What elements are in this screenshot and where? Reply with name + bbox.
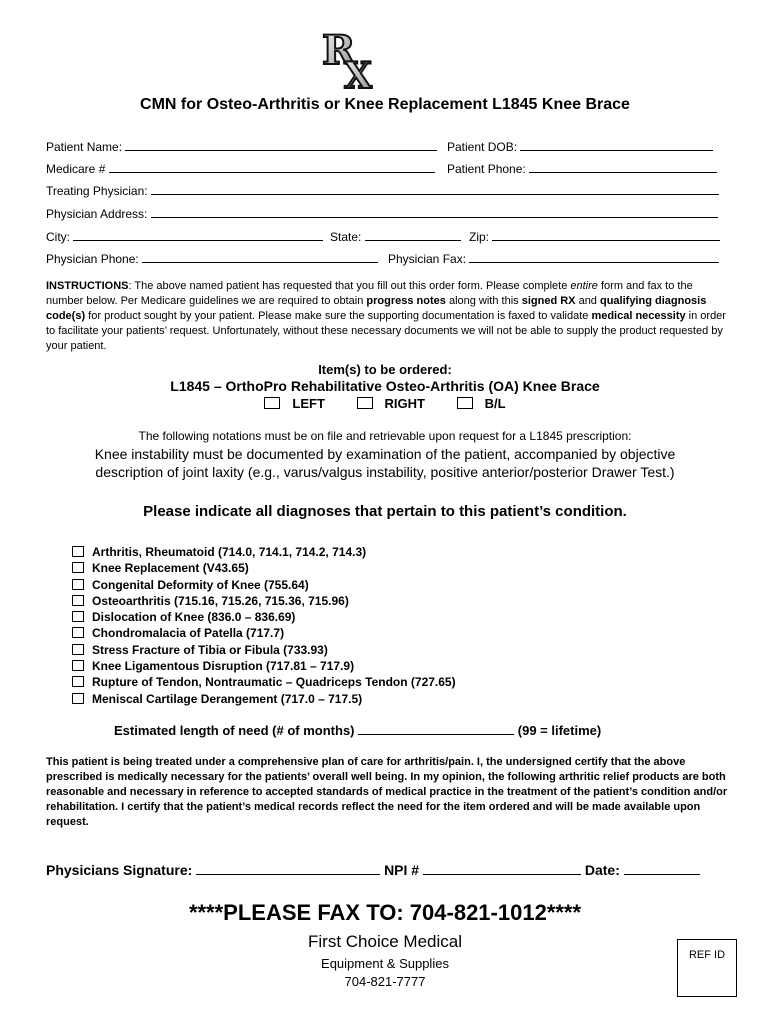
diagnosis-label: Congenital Deformity of Knee (755.64) [92,577,309,592]
length-of-need-field[interactable] [358,722,514,735]
instructions-entire: entire [570,280,598,292]
medicare-label: Medicare # [46,162,106,176]
medicare-row [46,161,435,176]
rx-logo [318,26,386,90]
diagnosis-checkbox[interactable] [72,676,84,687]
diagnosis-checkbox[interactable] [72,595,84,606]
instructions-label: INSTRUCTIONS [46,280,129,292]
diagnosis-item[interactable] [72,658,456,674]
state-row [330,229,461,244]
diagnosis-label: Arthritis, Rheumatoid (714.0, 714.1, 714.2, 714.3) [92,545,367,559]
diagnosis-checkbox[interactable] [72,627,84,638]
patient-phone-label: Patient Phone: [447,162,526,176]
city-row [46,229,323,244]
instructions-text-5: for product sought by your patient. Please make sure the supporting documentation is faxed to validate [85,310,592,322]
diagnosis-item[interactable] [72,577,456,593]
diagnosis-checkbox[interactable] [72,562,84,573]
diagnosis-item[interactable] [72,560,456,576]
side-option-bilateral[interactable] [457,396,506,411]
instructions-text-6: in order to facilitate your patients’ request. Unfortunately, without these necessary documents we will not be able to supply the product requested by your patient. [46,310,726,352]
svg-text:R: R [322,27,356,74]
diagnosis-label: Rupture of Tendon, Nontraumatic – Quadriceps Tendon (727.65) [92,675,456,690]
diagnosis-checkbox[interactable] [72,546,84,557]
instructions-medical-necessity: medical necessity [591,310,686,322]
company-phone: 704-821-7777 [344,974,426,989]
patient-phone-row [447,161,717,176]
checkbox-left[interactable] [264,397,280,409]
physician-fax-row [388,251,719,266]
treating-physician-row [46,183,719,198]
notations-requirements [0,445,770,481]
signature-label: Physicians Signature: [46,862,193,878]
diagnosis-item[interactable] [72,691,456,707]
instructions-text-2: form and fax to the number below. Per Medicare guidelines we are required to obtain [46,280,693,307]
diagnosis-checkbox[interactable] [72,611,84,622]
patient-name-field[interactable] [125,139,437,151]
notations-intro: The following notations must be on file and retrievable upon request for a L1845 prescription: [138,429,632,443]
state-field[interactable] [365,229,461,241]
instructions-paragraph [46,279,726,354]
side-label-right: RIGHT [384,396,425,411]
physician-address-field[interactable] [151,206,718,218]
checkbox-right[interactable] [357,397,373,409]
diagnoses-heading: Please indicate all diagnoses that pertain to this patient’s condition. [143,503,627,520]
physician-phone-field[interactable] [142,251,378,263]
zip-row [469,229,720,244]
patient-name-row [46,139,437,154]
side-options [0,396,770,411]
physician-address-row [46,206,718,221]
diagnosis-item[interactable] [72,609,456,625]
medicare-field[interactable] [109,161,435,173]
npi-label: NPI # [384,862,420,878]
physician-phone-row [46,251,378,266]
side-label-bilateral: B/L [484,396,506,411]
diagnosis-item[interactable] [72,544,456,560]
side-option-right[interactable] [357,396,425,411]
diagnosis-item[interactable] [72,625,456,641]
instructions-diagnosis-codes: qualifying diagnosis code(s) [46,295,707,322]
notations-line-2: Knee instability must be documented by examination of the patient, accompanied by objective [94,446,676,462]
ref-id-box [677,939,737,997]
items-heading: Item(s) to be ordered: [318,362,452,377]
length-of-need-label: Estimated length of need (# of months) [114,723,355,738]
instructions-signed-rx: signed RX [521,295,576,307]
zip-label: Zip: [469,230,490,244]
instructions-text-4: and [575,295,600,307]
diagnosis-checkbox[interactable] [72,579,84,590]
instructions-text-1: : The above named patient has requested that you fill out this order form. Please complete [128,280,571,292]
patient-dob-row [447,139,713,154]
diagnosis-label: Knee Replacement (V43.65) [92,561,249,576]
diagnoses-list [72,544,456,707]
length-of-need-suffix: (99 = lifetime) [517,723,602,738]
length-of-need-row [114,722,601,738]
instructions-text-3: along with this [445,295,522,307]
date-field[interactable] [624,861,700,875]
diagnosis-checkbox[interactable] [72,693,84,704]
diagnosis-item[interactable] [72,674,456,690]
instructions-progress-notes: progress notes [366,295,446,307]
city-label: City: [46,230,70,244]
diagnosis-label: Chondromalacia of Patella (717.7) [92,626,285,641]
patient-phone-field[interactable] [529,161,717,173]
signature-field[interactable] [196,861,380,875]
diagnosis-checkbox[interactable] [72,660,84,671]
state-label: State: [330,230,362,244]
treating-physician-label: Treating Physician: [46,184,148,198]
side-label-left: LEFT [292,396,325,411]
diagnosis-label: Dislocation of Knee (836.0 – 836.69) [92,610,296,625]
city-field[interactable] [73,229,323,241]
form-title: CMN for Osteo-Arthritis or Knee Replacement L1845 Knee Brace [140,96,630,113]
company-subtitle: Equipment & Supplies [321,956,449,971]
physician-fax-label: Physician Fax: [388,252,467,266]
fax-banner: ****PLEASE FAX TO: 704-821-1012**** [188,900,582,925]
treating-physician-field[interactable] [151,183,719,195]
physician-address-label: Physician Address: [46,207,148,221]
notations-line-3: description of joint laxity (e.g., varus/valgus instability, positive anterior/posterior Drawer Test.) [95,464,675,480]
npi-field[interactable] [423,861,581,875]
patient-dob-field[interactable] [520,139,713,151]
diagnosis-label: Osteoarthritis (715.16, 715.26, 715.36, 715.96) [92,593,349,608]
ref-id-label: REF ID [688,949,726,961]
svg-text:X: X [344,55,372,90]
signature-row [46,861,700,878]
patient-dob-label: Patient DOB: [447,140,518,154]
zip-field[interactable] [492,229,720,241]
item-name: L1845 – OrthoPro Rehabilitative Osteo-Arthritis (OA) Knee Brace [170,378,600,394]
diagnosis-label: Knee Ligamentous Disruption (717.81 – 717.9) [92,659,355,674]
company-name: First Choice Medical [308,932,462,951]
diagnosis-checkbox[interactable] [72,644,84,655]
physician-phone-label: Physician Phone: [46,252,139,266]
diagnosis-item[interactable] [72,593,456,609]
certification-paragraph: This patient is being treated under a comprehensive plan of care for arthritis/pain. I, the undersigned certify that the above prescribed is medically necessary for the patients’ overall well being. In my opinion, the following arthritic relief products are both reasonable and necessary in reference to accepted standards of medical practice in the treatment of the patient’s condition and/or rehabilitation. I certify that the patient’s medical records reflect the need for the item ordered and will be made available upon request. [46,756,728,828]
diagnosis-label: Meniscal Cartilage Derangement (717.0 – 717.5) [92,691,363,706]
diagnosis-item[interactable] [72,642,456,658]
side-option-left[interactable] [264,396,325,411]
patient-name-label: Patient Name: [46,140,123,154]
date-label: Date: [584,862,620,878]
physician-fax-field[interactable] [469,251,719,263]
checkbox-bilateral[interactable] [457,397,473,409]
diagnosis-label: Stress Fracture of Tibia or Fibula (733.93) [92,642,328,657]
